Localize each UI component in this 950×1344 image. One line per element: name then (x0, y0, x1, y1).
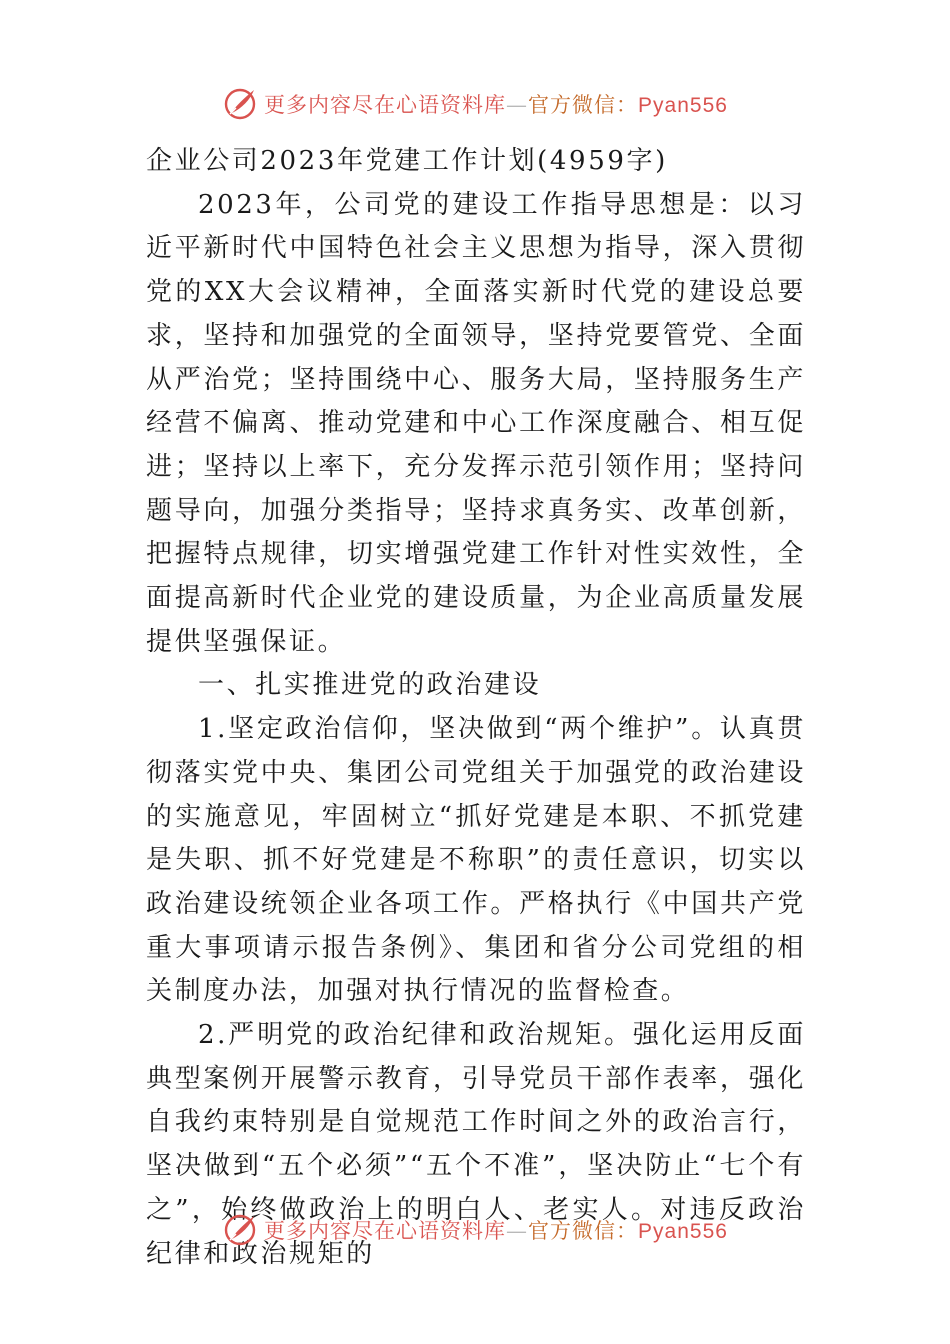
header-banner (0, 82, 950, 126)
banner-official-label: 官方微信： (528, 1219, 639, 1243)
paragraph-item-1: 1.坚定政治信仰，坚决做到“两个维护”。认真贯彻落实党中央、集团公司党组关于加强党的政治建设的实施意见，牢固树立“抓好党建是本职、不抓党建是失职、抓不好党建是不称职”的责任意识，切实以政治建设统领企业各项工作。严格执行《中国共产党重大事项请示报告条例》、集团和省分公司党组的相关制度办法，加强对执行情况的监督检查。 (146, 714, 806, 1007)
banner-text (264, 89, 728, 119)
quill-logo-icon (222, 86, 258, 122)
paragraph-guiding-thought: 2023年，公司党的建设工作指导思想是：以习近平新时代中国特色社会主义思想为指导，深入贯彻党的XX大会议精神，全面落实新时代党的建设总要求，坚持和加强党的全面领导，坚持党要管党、全面从严治党；坚持围绕中心、服务大局，坚持服务生产经营不偏离、推动党建和中心工作深度融合、相互促进；坚持以上率下，充分发挥示范引领作用；坚持问题导向，加强分类指导；坚持求真务实、改革创新，把握特点规律，切实增强党建工作针对性实效性，全面提高新时代企业党的建设质量，为企业高质量发展提供坚强保证。 (146, 189, 806, 657)
banner-dash: — (506, 93, 529, 117)
document-body (146, 140, 806, 1276)
banner-wechat-id: Pyan556 (638, 1220, 728, 1243)
banner-dash: — (506, 1219, 529, 1243)
banner-official-label: 官方微信： (528, 93, 639, 117)
banner-text (264, 1215, 728, 1245)
banner-main-text: 更多内容尽在心语资料库 (264, 93, 507, 117)
banner-main-text: 更多内容尽在心语资料库 (264, 1219, 507, 1243)
banner-wechat-id: Pyan556 (638, 94, 728, 117)
footer-banner (0, 1208, 950, 1252)
paragraph-item-2: 2.严明党的政治纪律和政治规矩。强化运用反面典型案例开展警示教育，引导党员干部作表率，强化自我约束特别是自觉规范工作时间之外的政治言行，坚决做到“五个必须”“五个不准”，坚决防止“七个有之”，始终做政治上的明白人、老实人。对违反政治纪律和政治规矩的 (146, 1020, 806, 1269)
quill-logo-icon (222, 1212, 258, 1248)
document-title: 企业公司2023年党建工作计划(4959字) (146, 146, 668, 176)
section-heading-political-construction: 一、扎实推进党的政治建设 (198, 670, 542, 701)
